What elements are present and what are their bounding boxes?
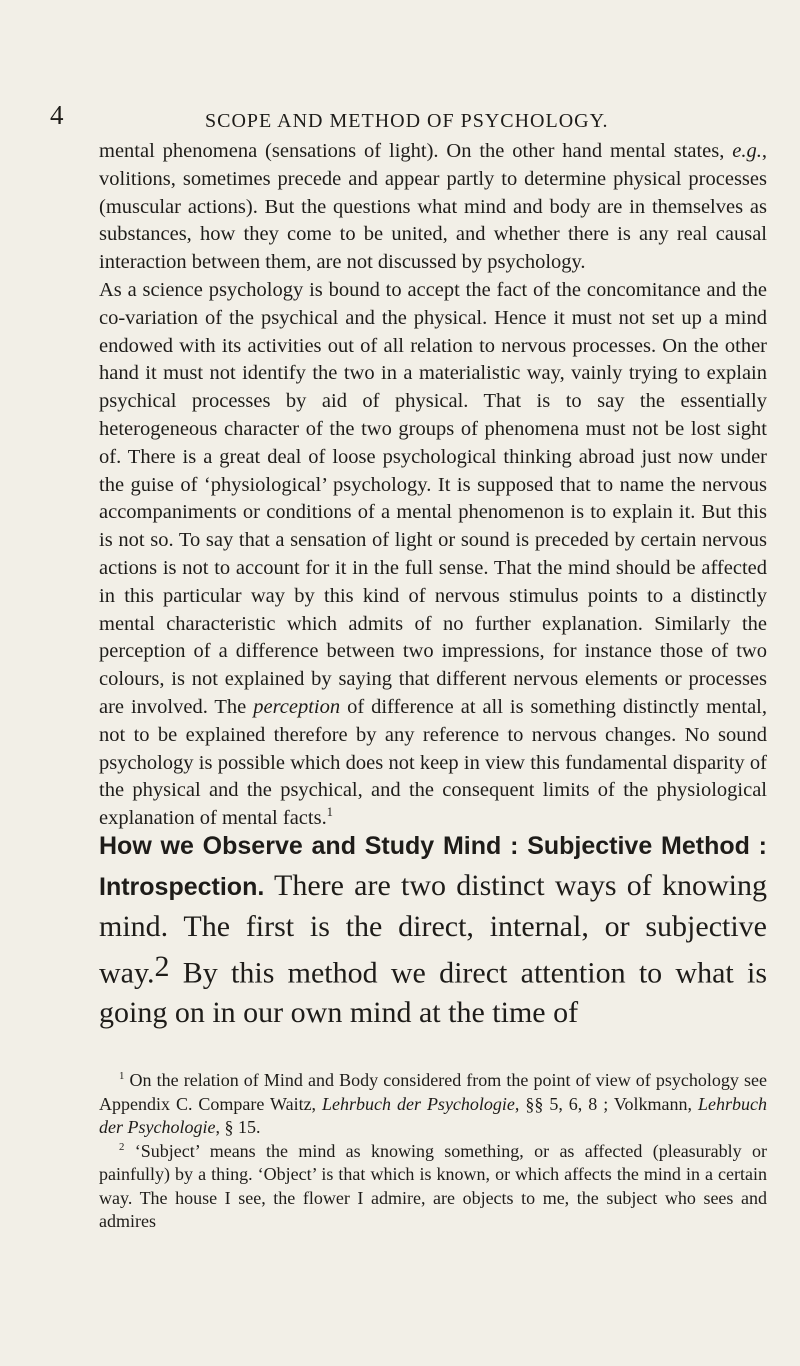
footnote-1-text-a: On the relation of Mind and Body considered from the point of view of psychology see Appendix C. Compare Waitz, xyxy=(99,1070,767,1114)
para1-text-a: mental phenomena (sensations of light). On the other hand mental states, xyxy=(99,140,733,162)
footnote-1-title-1: Lehrbuch der Psychologie xyxy=(322,1093,515,1114)
footnote-ref-1: 1 xyxy=(326,805,333,820)
section-text-b: By this method we direct attention to what is going on in our own mind at the time of xyxy=(99,956,767,1030)
footnote-1 xyxy=(99,1069,767,1140)
footnote-1-text-b: , §§ 5, 6, 8 ; Volkmann, xyxy=(514,1093,698,1114)
footnote-2-mark: 2 xyxy=(119,1140,125,1153)
footnote-1-text-c: , § 15. xyxy=(215,1117,261,1137)
footnote-1-mark: 1 xyxy=(119,1070,125,1082)
para2-text-b: of difference at all is something distinctly mental, not to be explained therefore by any reference to nervous changes. No sound psychology is possible which does not keep in view this fundamental disparity of the physical and the psychical, and the consequent limits of the physiological explanation of mental facts. xyxy=(99,695,767,830)
para1-eg: e.g. xyxy=(732,140,762,162)
page-number: 4 xyxy=(50,100,64,130)
body-text xyxy=(99,138,767,833)
footnote-ref-2: 2 xyxy=(154,950,170,983)
footnote-2-text: ‘Subject’ means the mind as knowing something, or as affected (pleasurably or painfully) by a thing. ‘Object’ is that which is known, or which affects the mind in a certain way. The house I see, the flower I admire, are objects to me, the subject who sees and admires xyxy=(99,1140,767,1231)
para2-perception: perception xyxy=(253,695,341,718)
running-head: SCOPE AND METHOD OF PSYCHOLOGY. xyxy=(205,110,609,132)
section-introspection xyxy=(99,826,767,1033)
footnote-1-title-2: Lehrbuch der Psychologie xyxy=(99,1093,767,1137)
section-heading: How we Observe and Study Mind : Subjective Method : Introspection. xyxy=(99,832,767,901)
footnote-2 xyxy=(99,1140,767,1234)
footnotes xyxy=(99,1069,767,1234)
paragraph-2 xyxy=(99,277,767,833)
section-text-a: There are two distinct ways of knowing mind. The first is the direct, internal, or subjective way. xyxy=(99,869,767,990)
paragraph-1 xyxy=(99,138,767,277)
para2-text-a: As a science psychology is bound to accept the fact of the concomitance and the co-variation of the psychical and the physical. Hence it must not set up a mind endowed with its activities out of all relation to nervous processes. On the other hand it must not identify the two in a materialistic way, vainly trying to explain psychical processes by aid of physical. That is to say the essentially heterogeneous character of the two groups of phenomena must not be lost sight of. There is a great deal of loose psychological thinking abroad just now under the guise of ‘physiological’ psychology. It is supposed that to name the nervous accompaniments or conditions of a mental phenomenon is to explain it. But this is not so. To say that a sensation of light or sound is preceded by certain nervous actions is not to account for it in the full sense. That the mind should be affected in this particular way by this kind of nervous stimulus points to a distinctly mental characteristic which admits of no further explanation. Similarly the perception of a difference between two impressions, for instance those of two colours, is not explained by saying that different nervous elements or processes are involved. The xyxy=(99,278,767,718)
para1-text-b: , volitions, sometimes precede and appear partly to determine physical processes (muscular actions). But the questions what mind and body are in themselves as substances, how they come to be united, and whether there is any real causal interaction between them, are not discussed by psychology. xyxy=(99,140,767,274)
